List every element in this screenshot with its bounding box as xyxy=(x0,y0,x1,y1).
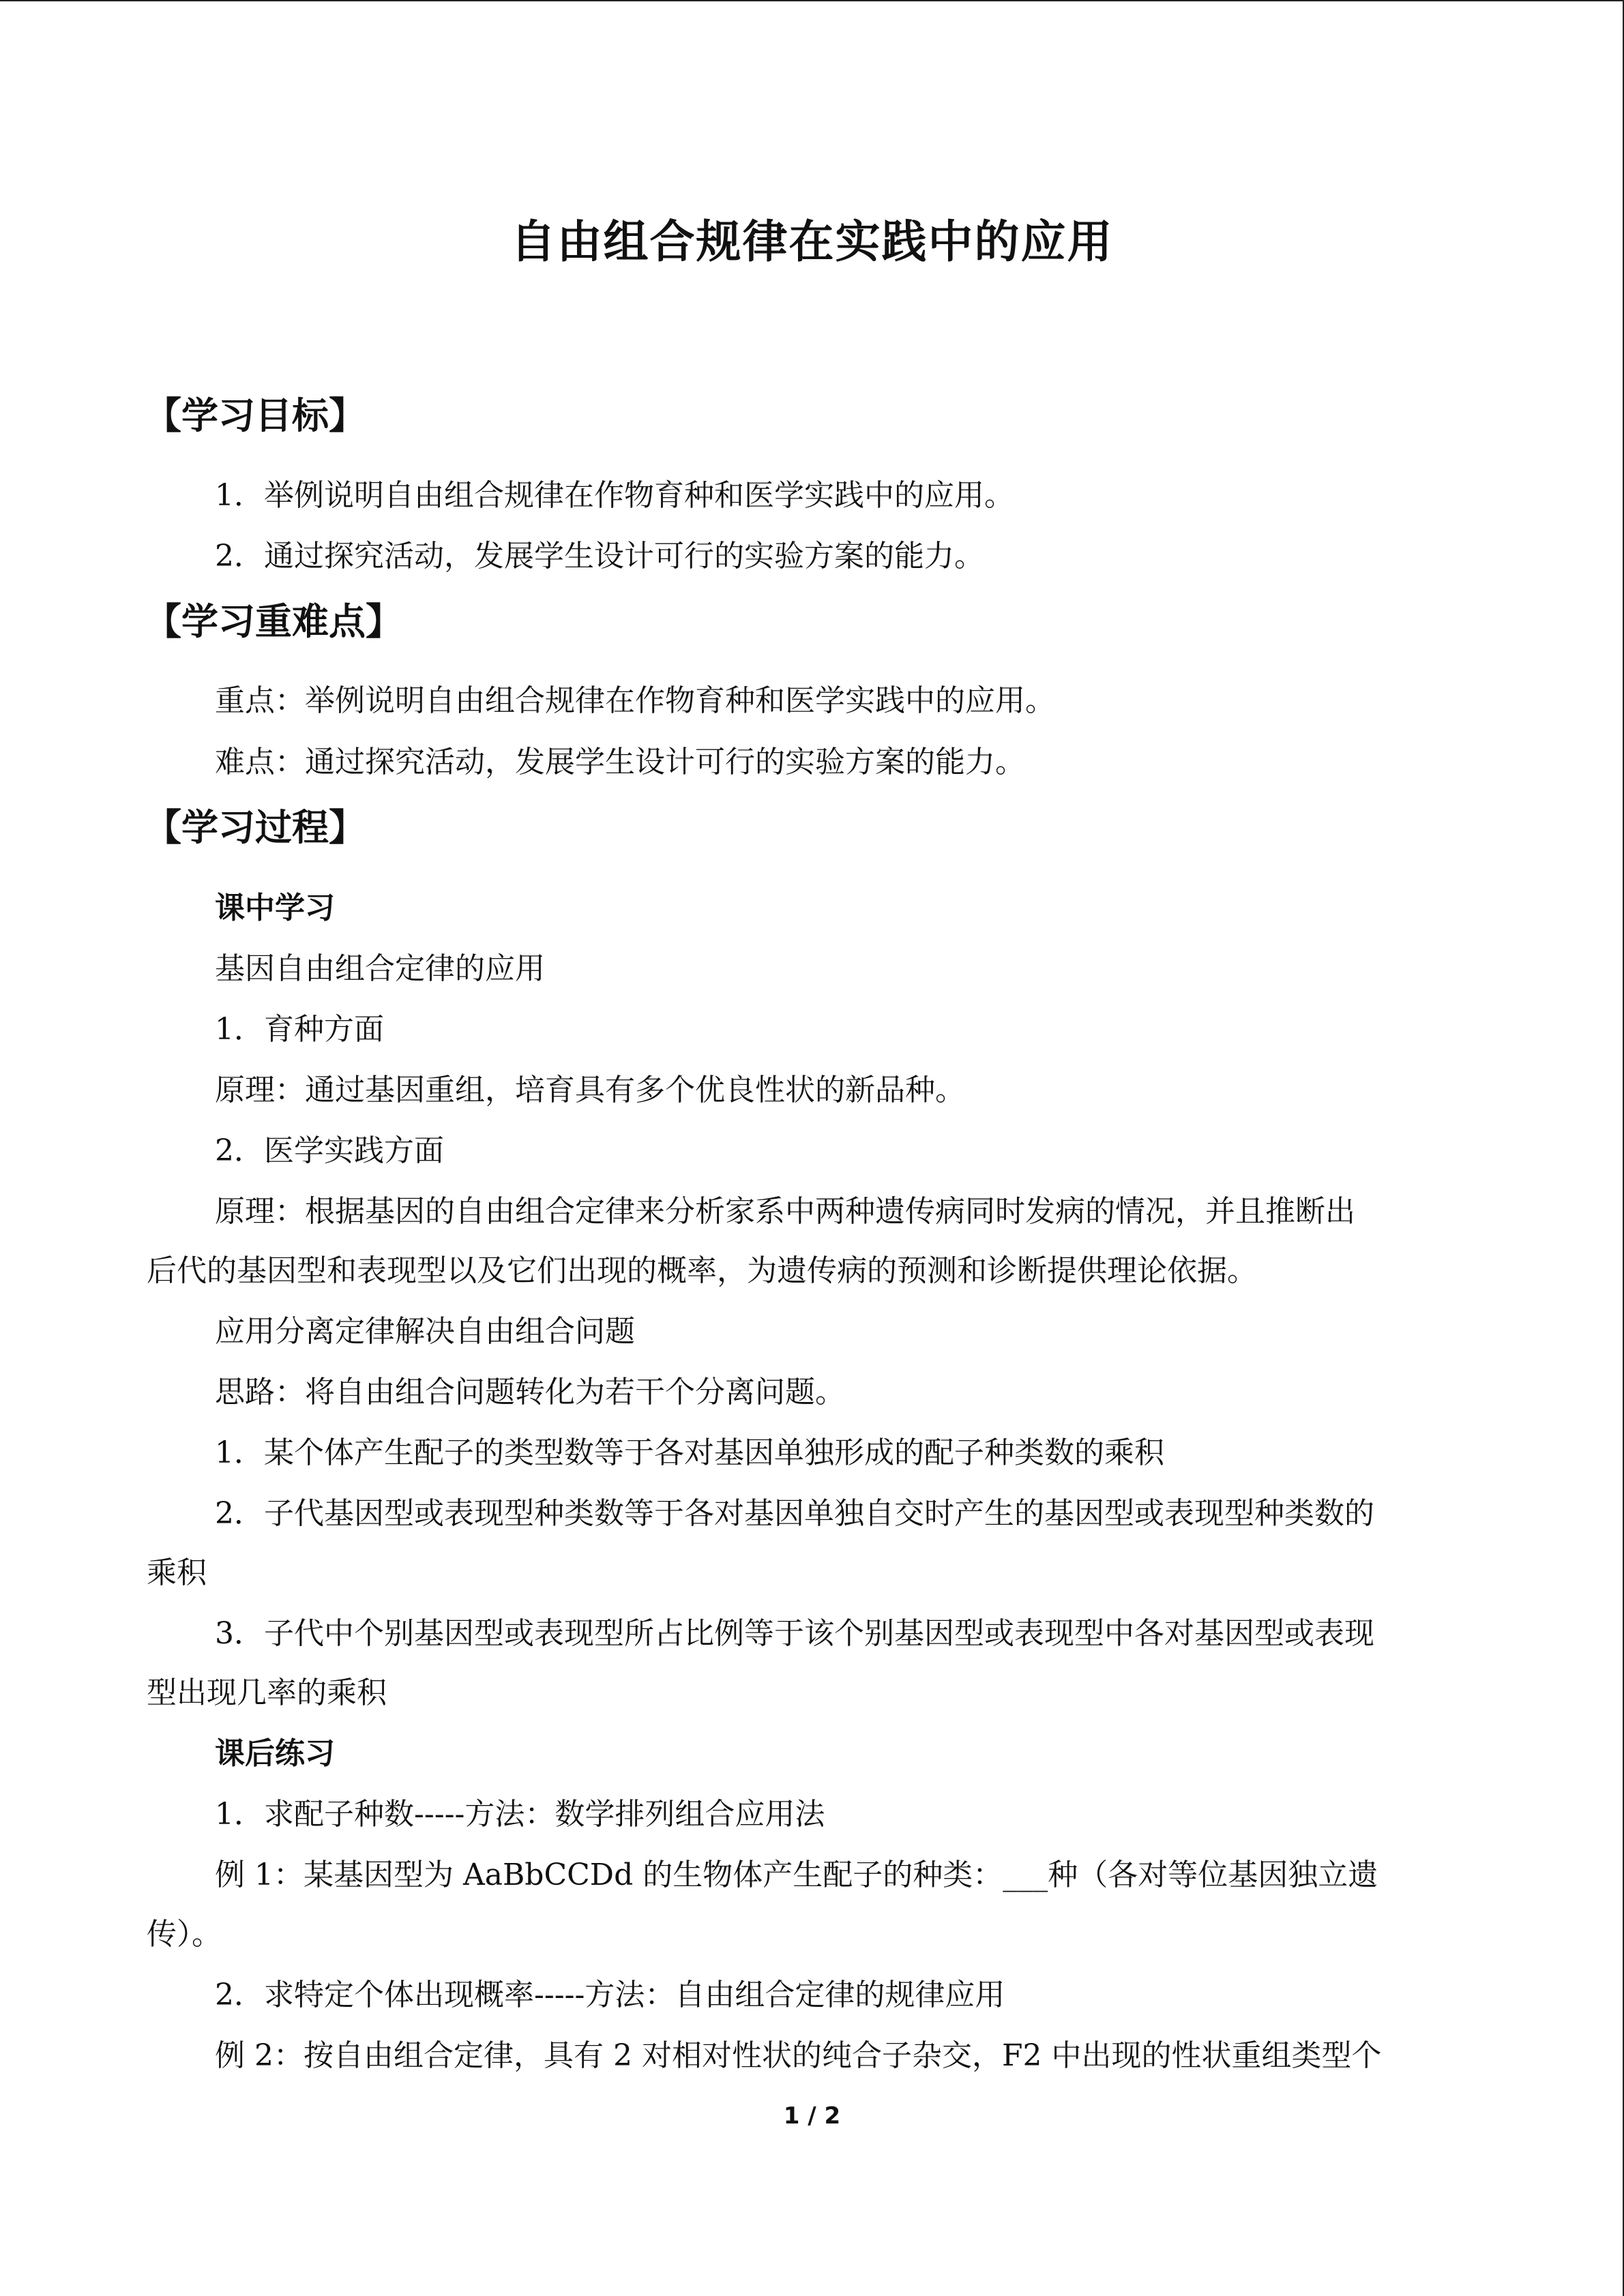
section-heading-key-points: 【学习重难点】 xyxy=(145,600,402,643)
process-line: 2．医学实践方面 xyxy=(215,1133,444,1168)
process-line-continued: 乘积 xyxy=(147,1555,207,1590)
key-point-item: 重点：举例说明自由组合规律在作物育种和医学实践中的应用。 xyxy=(215,683,1055,718)
subheading-after-class: 课后练习 xyxy=(215,1736,335,1771)
difficult-point-item: 难点：通过探究活动，发展学生设计可行的实验方案的能力。 xyxy=(215,745,1025,779)
exercise-line: 2．求特定个体出现概率-----方法：自由组合定律的规律应用 xyxy=(215,1978,1005,2012)
subheading-in-class: 课中学习 xyxy=(215,891,335,925)
process-line: 3．子代中个别基因型或表现型所占比例等于该个别基因型或表现型中各对基因型或表现 xyxy=(215,1616,1374,1651)
section-heading-process: 【学习过程】 xyxy=(145,806,366,849)
process-line-continued: 后代的基因型和表现型以及它们出现的概率，为遗传病的预测和诊断提供理论依据。 xyxy=(147,1253,1257,1288)
process-line: 思路：将自由组合问题转化为若干个分离问题。 xyxy=(215,1375,845,1410)
process-line: 2．子代基因型或表现型种类数等于各对基因单独自交时产生的基因型或表现型种类数的 xyxy=(215,1496,1374,1531)
process-line: 1．某个体产生配子的类型数等于各对基因单独形成的配子种类数的乘积 xyxy=(215,1435,1164,1470)
process-line: 原理：通过基因重组，培育具有多个优良性状的新品种。 xyxy=(215,1073,965,1107)
exercise-line: 例 1：某基因型为 AaBbCCDd 的生物体产生配子的种类：___种（各对等位基因独立遗 xyxy=(215,1858,1378,1892)
objective-item: 1．举例说明自由组合规律在作物育种和医学实践中的应用。 xyxy=(215,478,1014,513)
process-line: 基因自由组合定律的应用 xyxy=(215,951,545,986)
exercise-line-continued: 传）。 xyxy=(147,1917,222,1952)
section-heading-objectives: 【学习目标】 xyxy=(145,394,366,437)
exercise-line: 例 2：按自由组合定律，具有 2 对相对性状的纯合子杂交，F2 中出现的性状重组类型个 xyxy=(215,2038,1382,2073)
document-title: 自由组合规律在实践中的应用 xyxy=(510,215,1114,268)
process-line: 原理：根据基因的自由组合定律来分析家系中两种遗传病同时发病的情况，并且推断出 xyxy=(215,1194,1355,1229)
page-number: 1 / 2 xyxy=(783,2102,841,2130)
objective-item: 2．通过探究活动，发展学生设计可行的实验方案的能力。 xyxy=(215,539,984,573)
process-line: 1．育种方面 xyxy=(215,1012,384,1047)
process-line-continued: 型出现几率的乘积 xyxy=(147,1675,387,1710)
process-line: 应用分离定律解决自由组合问题 xyxy=(215,1314,635,1349)
exercise-line: 1．求配子种数-----方法：数学排列组合应用法 xyxy=(215,1797,825,1832)
